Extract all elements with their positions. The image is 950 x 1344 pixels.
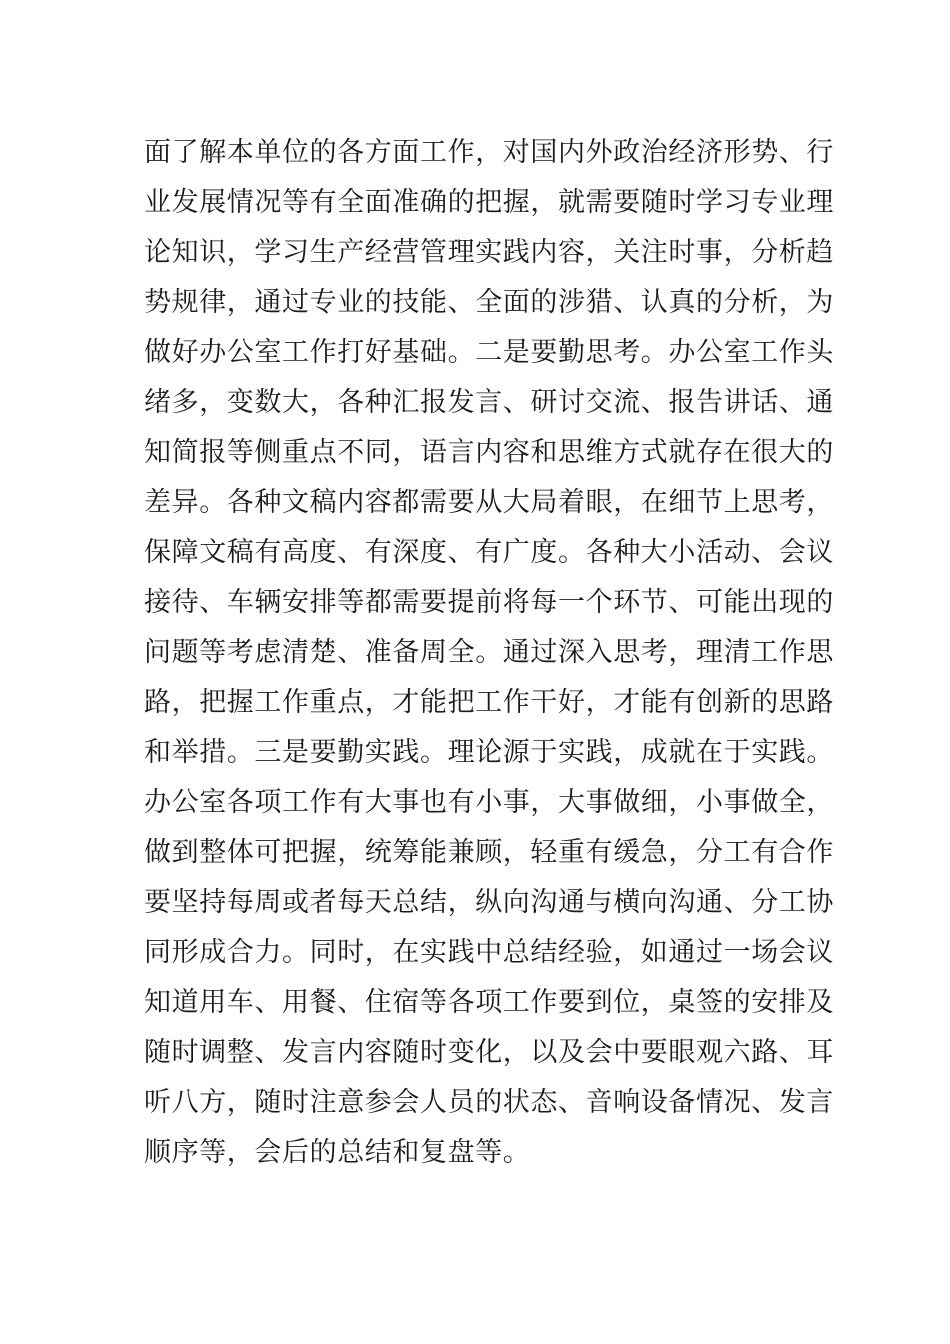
text-line: 和举措。三是要勤实践。理论源于实践，成就在于实践。 bbox=[144, 737, 834, 768]
text-line: 做到整体可把握，统筹能兼顾，轻重有缓急，分工有合作 bbox=[144, 837, 834, 868]
text-line: 业发展情况等有全面准确的把握，就需要随时学习专业理 bbox=[144, 187, 834, 218]
text-line: 做好办公室工作打好基础。二是要勤思考。办公室工作头 bbox=[144, 337, 834, 368]
text-line: 要坚持每周或者每天总结，纵向沟通与横向沟通、分工协 bbox=[144, 887, 834, 918]
text-line: 绪多，变数大，各种汇报发言、研讨交流、报告讲话、通 bbox=[144, 387, 834, 418]
text-line: 听八方，随时注意参会人员的状态、音响设备情况、发言 bbox=[144, 1087, 834, 1118]
text-line: 办公室各项工作有大事也有小事，大事做细，小事做全， bbox=[144, 787, 834, 818]
text-line: 论知识，学习生产经营管理实践内容，关注时事，分析趋 bbox=[144, 237, 834, 268]
text-line: 问题等考虑清楚、准备周全。通过深入思考，理清工作思 bbox=[144, 637, 834, 668]
text-line: 知简报等侧重点不同，语言内容和思维方式就存在很大的 bbox=[144, 437, 834, 468]
body-paragraph bbox=[144, 128, 834, 1178]
text-line: 顺序等，会后的总结和复盘等。 bbox=[144, 1137, 531, 1168]
text-line: 势规律，通过专业的技能、全面的涉猎、认真的分析，为 bbox=[144, 287, 834, 318]
text-line: 同形成合力。同时，在实践中总结经验，如通过一场会议 bbox=[144, 937, 834, 968]
text-line: 面了解本单位的各方面工作，对国内外政治经济形势、行 bbox=[144, 137, 834, 168]
text-line: 差异。各种文稿内容都需要从大局着眼，在细节上思考， bbox=[144, 487, 834, 518]
text-line: 随时调整、发言内容随时变化，以及会中要眼观六路、耳 bbox=[144, 1037, 834, 1068]
text-line: 知道用车、用餐、住宿等各项工作要到位，桌签的安排及 bbox=[144, 987, 834, 1018]
text-line: 路，把握工作重点，才能把工作干好，才能有创新的思路 bbox=[144, 687, 834, 718]
text-line: 接待、车辆安排等都需要提前将每一个环节、可能出现的 bbox=[144, 587, 834, 618]
text-line: 保障文稿有高度、有深度、有广度。各种大小活动、会议 bbox=[144, 537, 834, 568]
